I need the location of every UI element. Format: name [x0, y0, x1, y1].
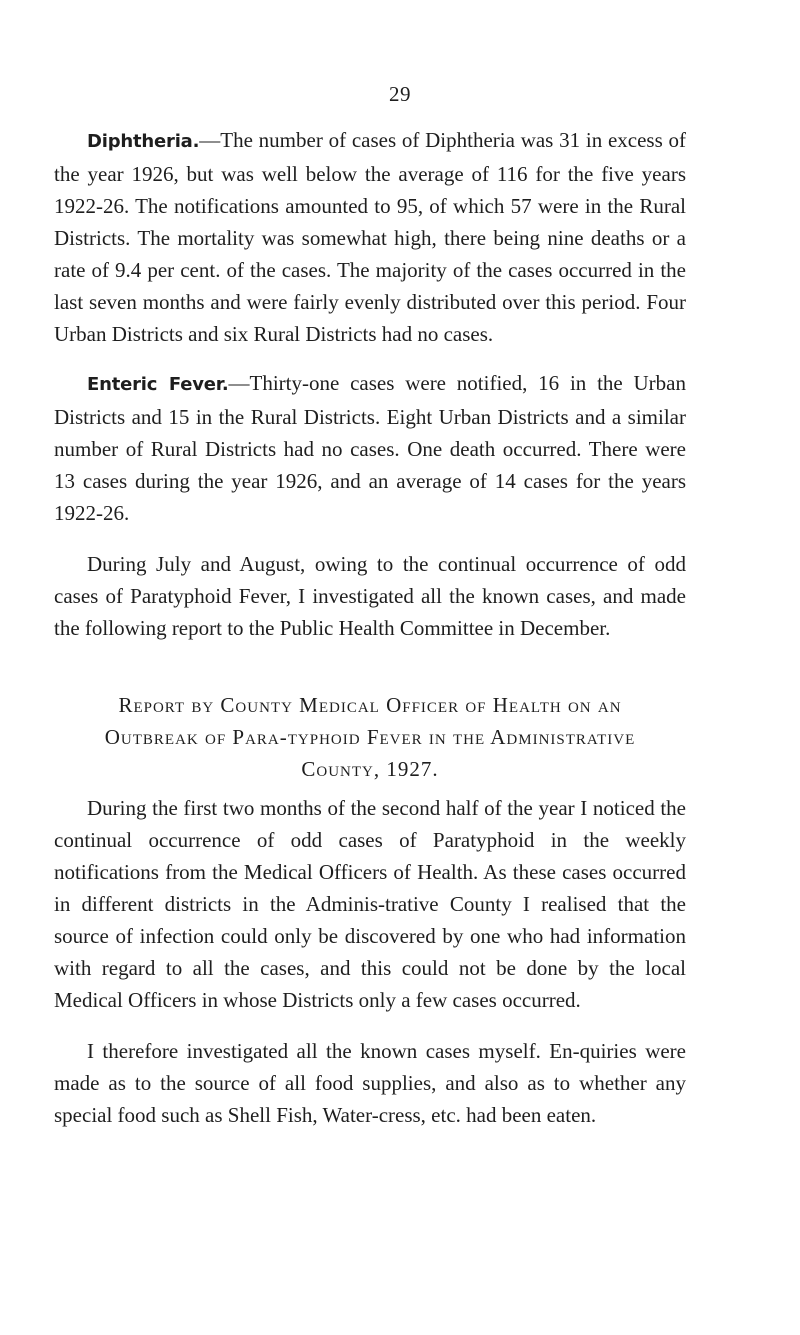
diphtheria-heading: Diphtheria. [87, 131, 200, 152]
report-title-line-3: County, 1927. [301, 757, 439, 781]
report-paragraph-1: During the first two months of the second half of the year I noticed the continual occurrence of odd cases of Paratyphoid in the weekly notifications from the Medical Officers of Health. As these cases occurred in different districts in the Adminis-trative County I realised that the source of infection could only be discovered by one who had information with regard to all the cases, and this could not be done by the local Medical Officers in whose Districts only a few cases occurred. [54, 796, 686, 1012]
report-title [54, 689, 686, 785]
enteric-fever-paragraph [54, 367, 686, 529]
page-body [54, 124, 686, 1131]
enteric-fever-text: —Thirty-one cases were notified, 16 in the Urban Districts and 15 in the Rural Districts. Eight Urban Districts and a similar number of Rural Districts had no cases. One death occurred. There were 13 cases during the year 1926, and an average of 14 cases for the years 1922-26. [54, 371, 686, 525]
page-number: 29 [389, 82, 411, 106]
report-title-line-1: Report by County Medical Officer of Health on an [118, 693, 622, 717]
enteric-fever-heading: Enteric Fever. [87, 374, 229, 395]
report-title-line-2: Outbreak of Para-typhoid Fever in the Administrative [104, 725, 636, 749]
paratyphoid-intro-paragraph: During July and August, owing to the continual occurrence of odd cases of Paratyphoid Fever, I investigated all the known cases, and made the following report to the Public Health Committee in December. [54, 552, 686, 640]
diphtheria-text: —The number of cases of Diphtheria was 31 in excess of the year 1926, but was well below the average of 116 for the five years 1922-26. The notifications amounted to 95, of which 57 were in the Rural Districts. The mortality was somewhat high, there being nine deaths or a rate of 9.4 per cent. of the cases. The majority of the cases occurred in the last seven months and were fairly evenly distributed over this period. Four Urban Districts and six Rural Districts had no cases. [54, 128, 686, 346]
report-paragraph-2: I therefore investigated all the known cases myself. En-quiries were made as to the source of all food supplies, and also as to whether any special food such as Shell Fish, Water-cress, etc. had been eaten. [54, 1039, 686, 1127]
diphtheria-paragraph [54, 124, 686, 350]
